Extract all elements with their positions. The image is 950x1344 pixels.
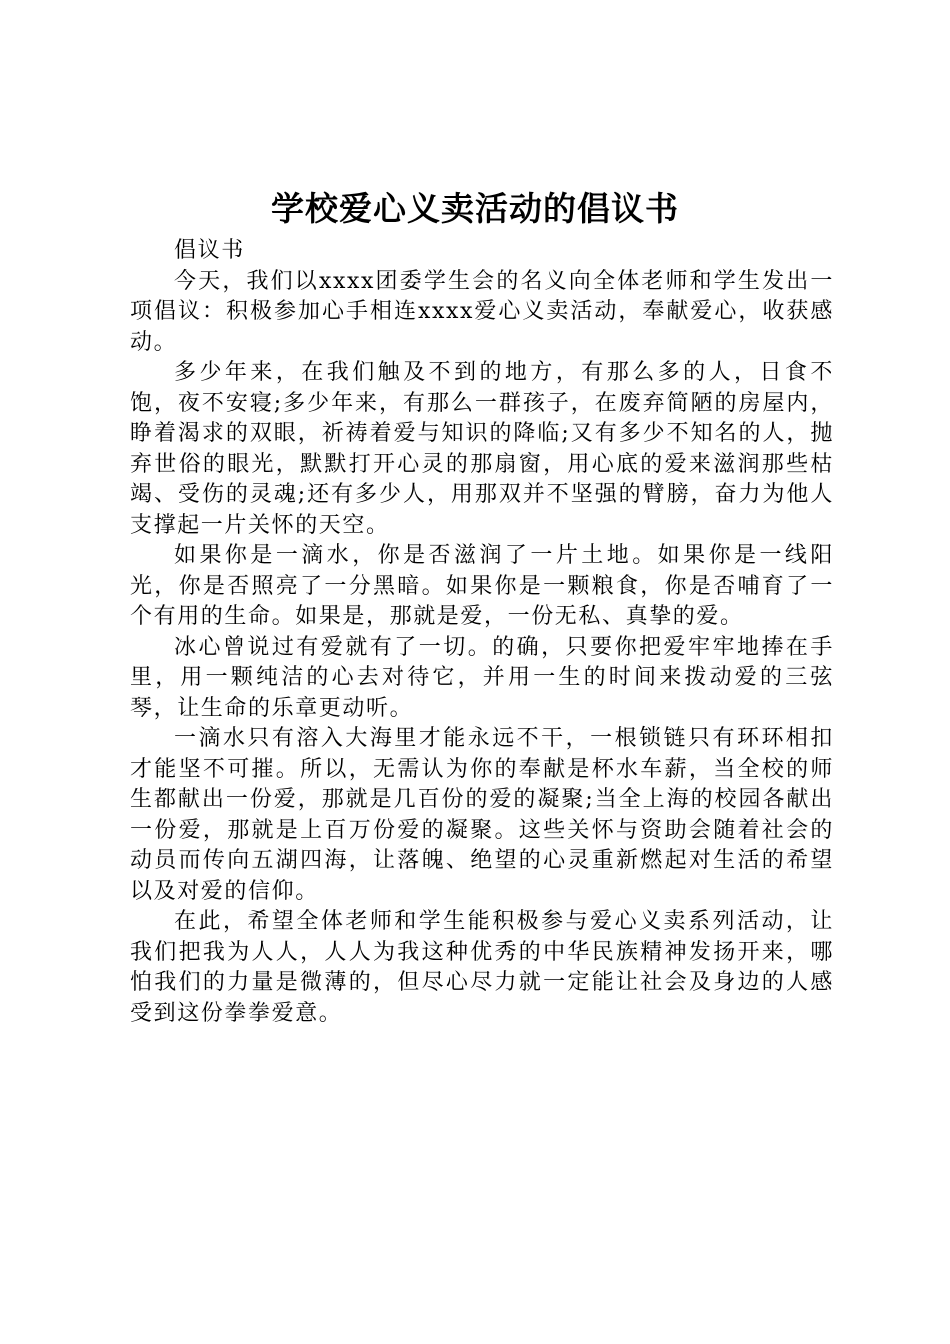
paragraph: 多少年来，在我们触及不到的地方，有那么多的人，日食不饱，夜不安寝;多少年来，有那么一群孩子，在废弃简陋的房屋内，睁着渴求的双眼，祈祷着爱与知识的降临;又有多少不知名的人，抛弃世俗的眼光，默默打开心灵的那扇窗，用心底的爱来滋润那些枯竭、受伤的灵魂;还有多少人，用那双并不坚强的臂膀，奋力为他人支撑起一片关怀的天空。 bbox=[130, 360, 834, 538]
paragraph: 如果你是一滴水，你是否滋润了一片土地。如果你是一线阳光，你是否照亮了一分黑暗。如果你是一颗粮食，你是否哺育了一个有用的生命。如果是，那就是爱，一份无私、真挚的爱。 bbox=[130, 543, 834, 629]
document-body bbox=[130, 236, 834, 1029]
paragraph-heading: 倡议书 bbox=[174, 238, 245, 263]
paragraph: 今天，我们以xxxx团委学生会的名义向全体老师和学生发出一项倡议：积极参加心手相连xxxx爱心义卖活动，奉献爱心，收获感动。 bbox=[130, 268, 834, 355]
paragraph: 一滴水只有溶入大海里才能永远不干，一根锁链只有环环相扣才能坚不可摧。所以，无需认为你的奉献是杯水车薪，当全校的师生都献出一份爱，那就是几百份的爱的凝聚;当全上海的校园各献出一份爱，那就是上百万份爱的凝聚。这些关怀与资助会随着社会的动员而传向五湖四海，让落魄、绝望的心灵重新燃起对生活的希望以及对爱的信仰。 bbox=[130, 726, 834, 904]
document-title: 学校爱心义卖活动的倡议书 bbox=[271, 189, 679, 228]
paragraph: 冰心曾说过有爱就有了一切。的确，只要你把爱牢牢地捧在手里，用一颗纯洁的心去对待它，并用一生的时间来拨动爱的三弦琴，让生命的乐章更动听。 bbox=[130, 634, 834, 721]
paragraph: 在此，希望全体老师和学生能积极参与爱心义卖系列活动，让我们把我为人人，人人为我这种优秀的中华民族精神发扬开来，哪怕我们的力量是微薄的，但尽心尽力就一定能让社会及身边的人感受到这份拳拳爱意。 bbox=[130, 909, 834, 1026]
